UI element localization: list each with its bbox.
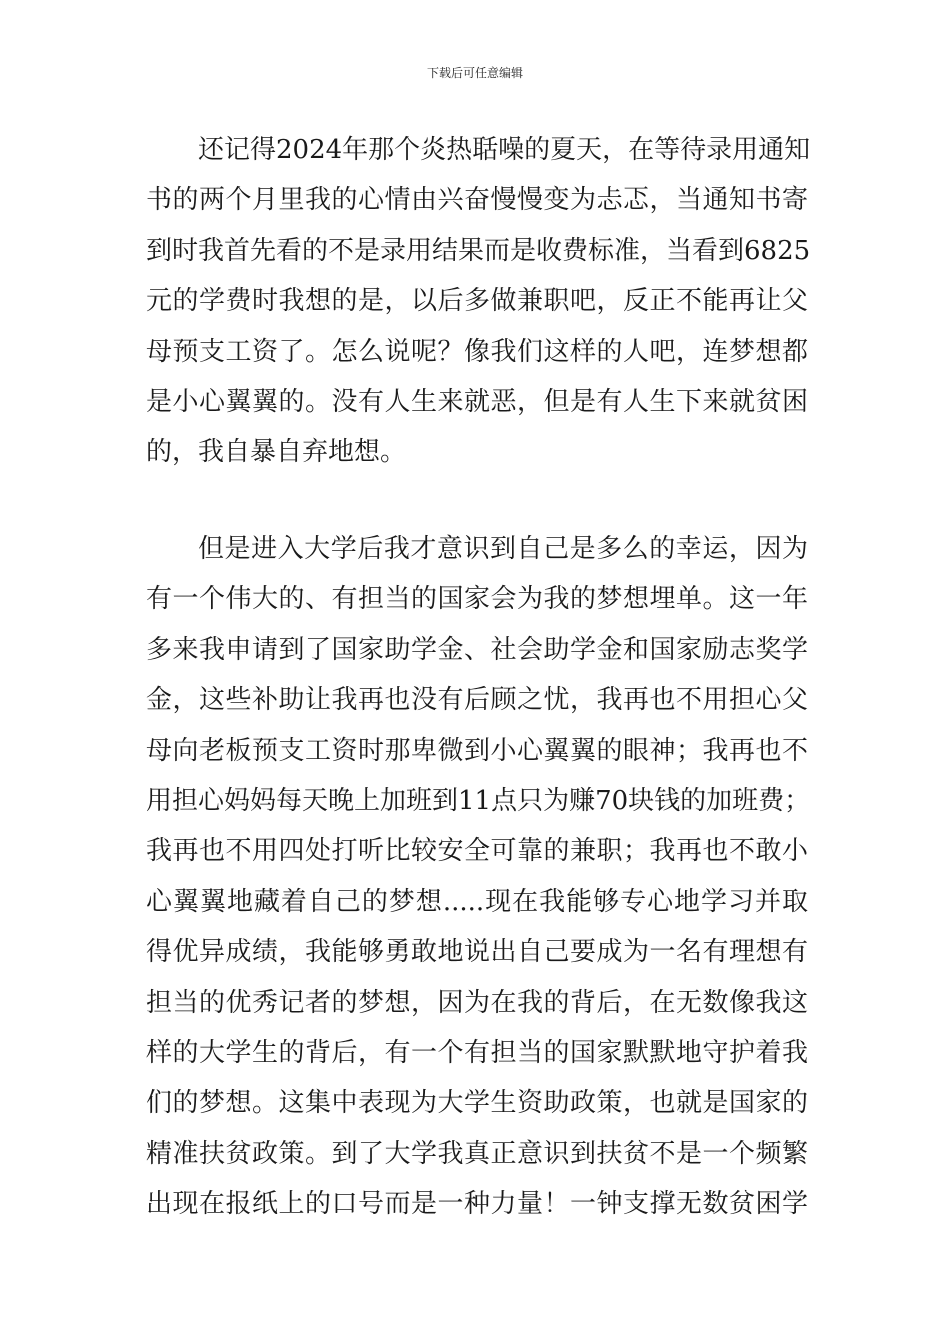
paragraph-line: 出现在报纸上的口号而是一种力量！一钟支撑无数贫困学 <box>146 1189 808 1220</box>
paragraph-line: 但是进入大学后我才意识到自己是多么的幸运，因为 <box>198 534 808 564</box>
paragraph-line: 精准扶贫政策。到了大学我真正意识到扶贫不是一个频繁 <box>146 1138 808 1169</box>
paragraph-line: 还记得2024年那个炎热聒噪的夏天，在等待录用通知 <box>198 135 811 165</box>
paragraph-line: 母向老板预支工资时那卑微到小心翼翼的眼神；我再也不 <box>146 735 808 766</box>
paragraph-line: 我再也不用四处打听比较安全可靠的兼职；我再也不敢小 <box>146 836 808 867</box>
paragraph-line: 母预支工资了。怎么说呢？像我们这样的人吧，连梦想都 <box>146 336 808 367</box>
paragraph-line: 元的学费时我想的是，以后多做兼职吧，反正不能再让父 <box>146 286 808 317</box>
paragraph-line: 担当的优秀记者的梦想，因为在我的背后，在无数像我这 <box>146 987 808 1018</box>
paragraph-line: 心翼翼地藏着自己的梦想.....现在我能够专心地学习并取 <box>146 886 808 917</box>
paragraph-line: 多来我申请到了国家助学金、社会助学金和国家励志奖学 <box>146 634 808 665</box>
paragraph-1 <box>146 125 811 478</box>
paragraph-line: 到时我首先看的不是录用结果而是收费标准，当看到6825 <box>146 235 811 266</box>
paragraph-line: 样的大学生的背后，有一个有担当的国家默默地守护着我 <box>146 1037 808 1068</box>
paragraph-line: 有一个伟大的、有担当的国家会为我的梦想埋单。这一年 <box>146 584 808 615</box>
paragraph-2 <box>146 524 811 1229</box>
paragraph-line: 书的两个月里我的心情由兴奋慢慢变为忐忑，当通知书寄 <box>146 185 808 216</box>
paragraph-line: 是小心翼翼的。没有人生来就恶，但是有人生下来就贫困 <box>146 386 808 417</box>
paragraph-line: 们的梦想。这集中表现为大学生资助政策，也就是国家的 <box>146 1088 808 1119</box>
paragraph-line: 得优异成绩，我能够勇敢地说出自己要成为一名有理想有 <box>146 937 808 968</box>
paragraph-line: 金，这些补助让我再也没有后顾之忧，我再也不用担心父 <box>146 685 808 716</box>
paragraph-line: 的，我自暴自弃地想。 <box>146 437 407 468</box>
paragraph-line: 用担心妈妈每天晚上加班到11点只为赚70块钱的加班费； <box>146 785 811 816</box>
header-note: 下载后可任意编辑 <box>426 66 523 80</box>
